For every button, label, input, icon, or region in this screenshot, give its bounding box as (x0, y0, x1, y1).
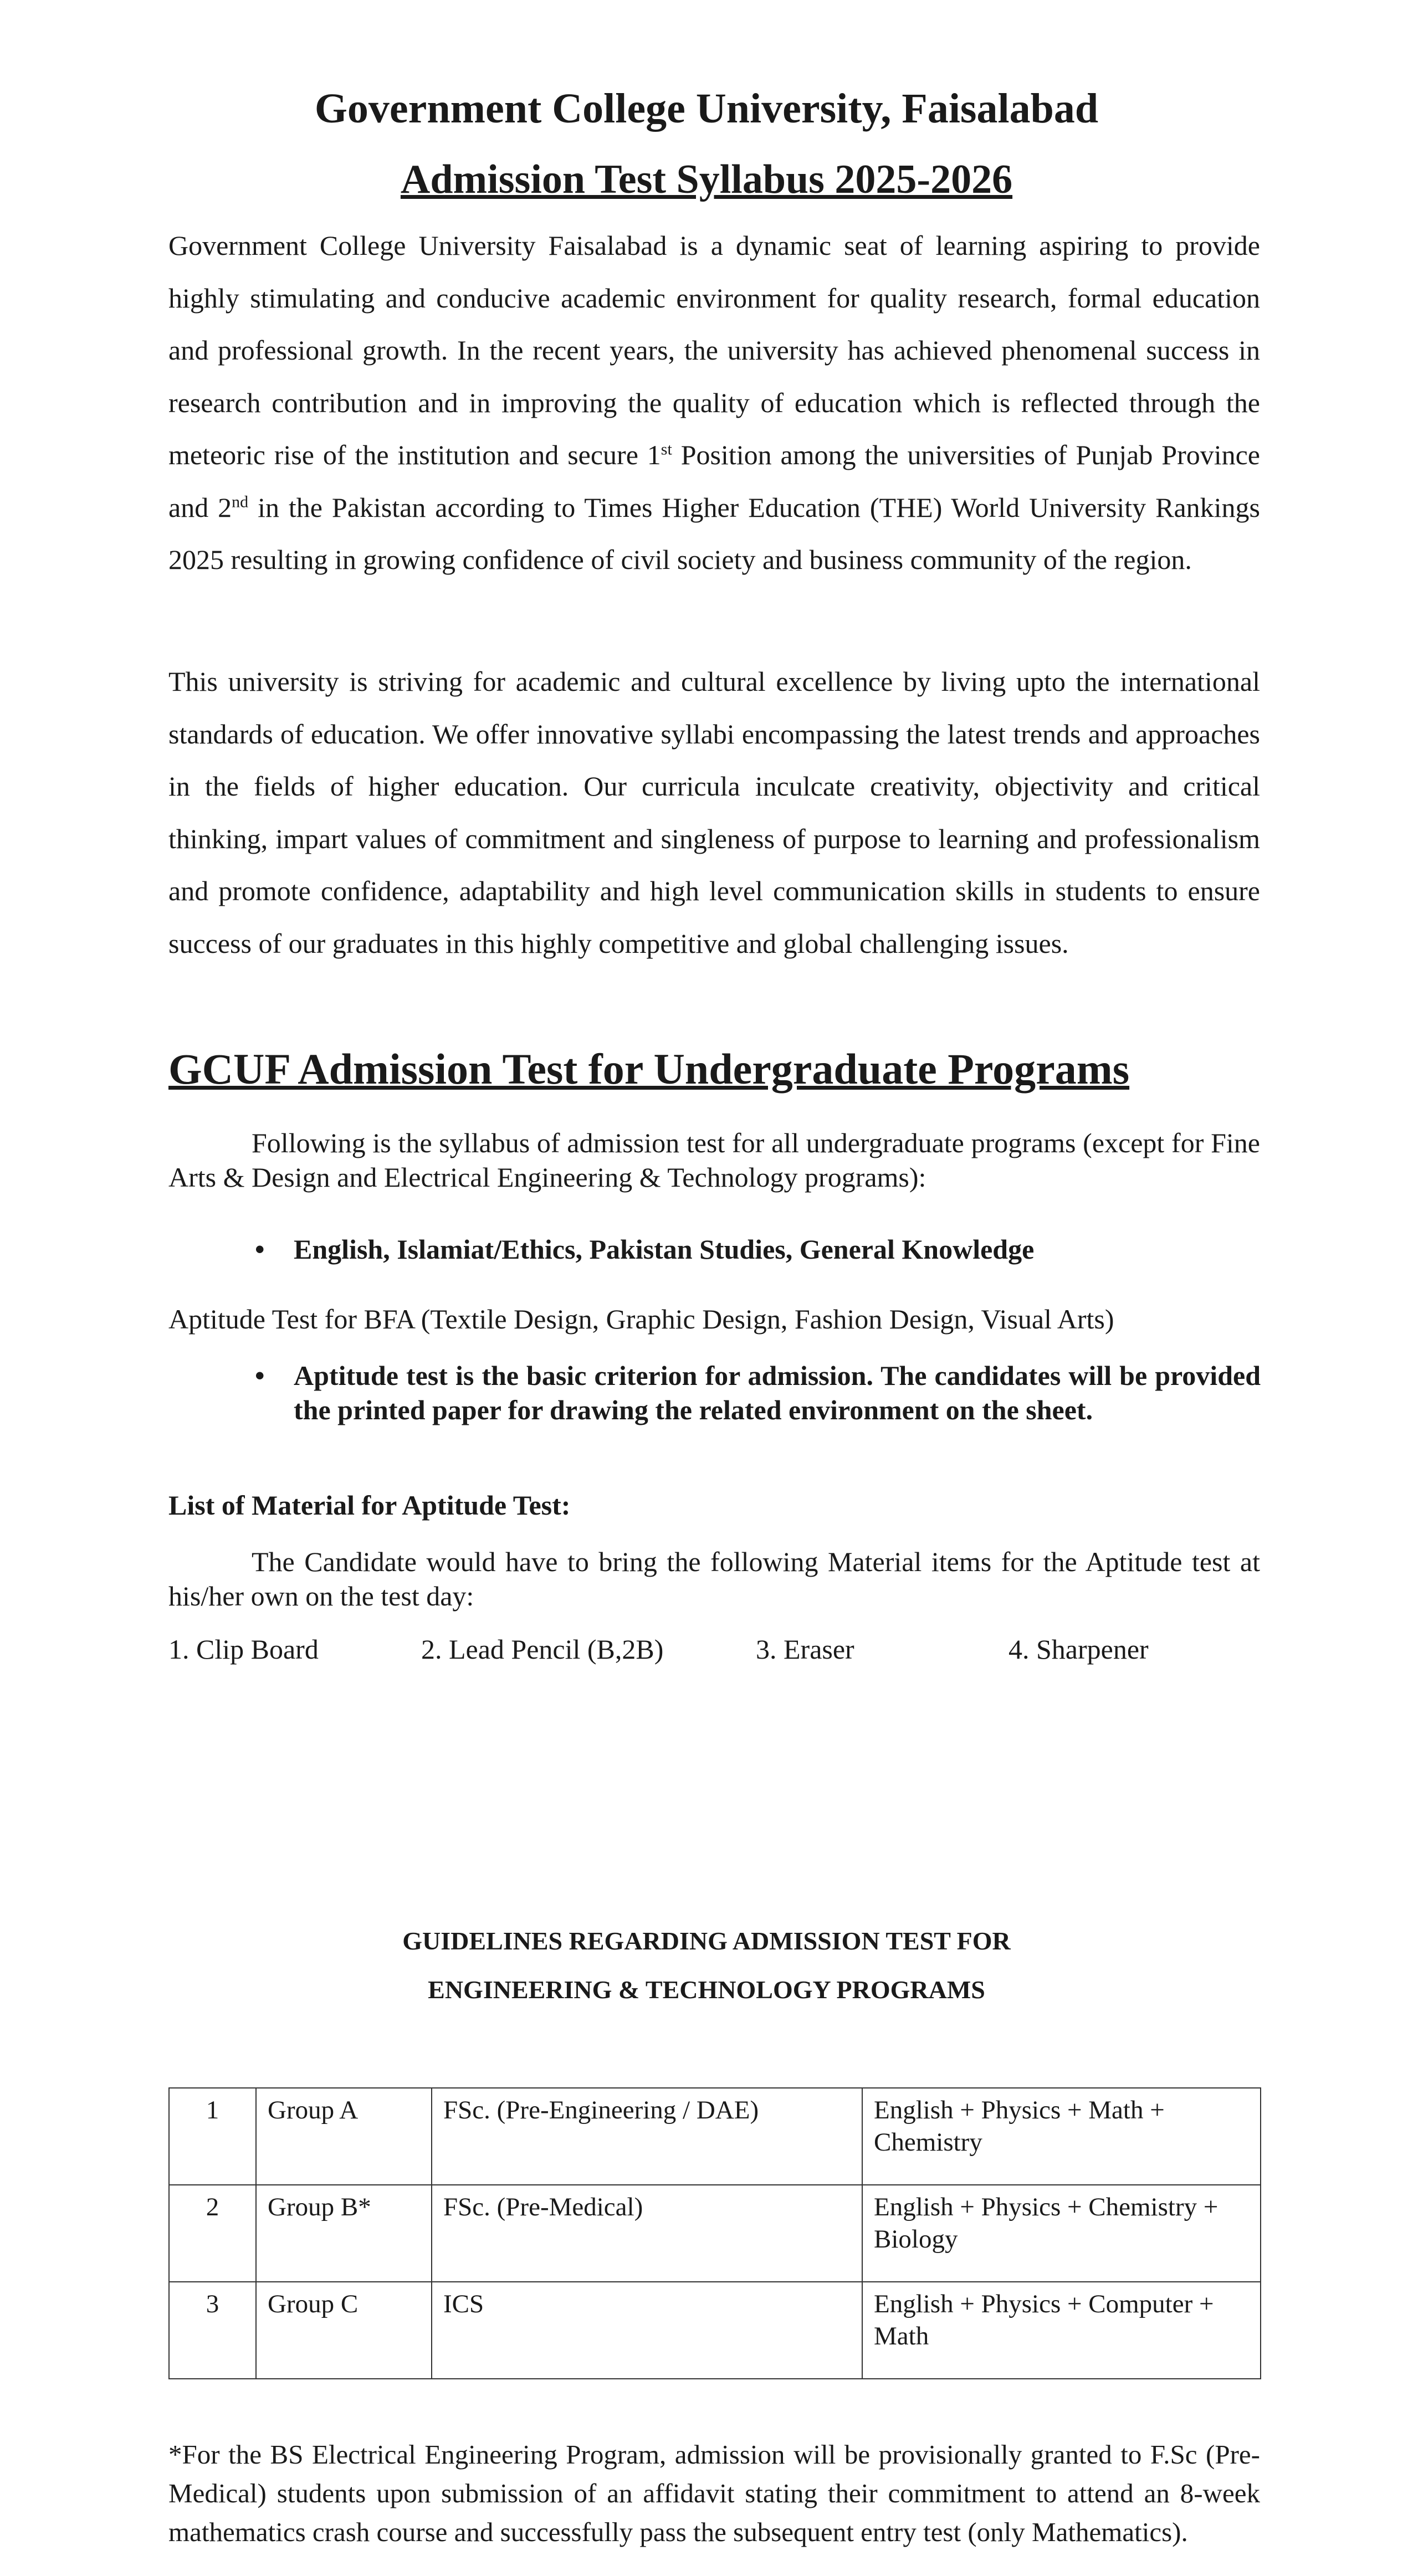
bullet-icon: • (255, 1234, 265, 1265)
guidelines-heading-line-1: GUIDELINES REGARDING ADMISSION TEST FOR (402, 1927, 1011, 1955)
bullet-icon: • (255, 1360, 265, 1391)
intro-paragraph-2: This university is striving for academic and cultural excellence by living upto the international standards of education. We offer innovative syllabi encompassing the latest trends and approaches in the fields of higher education. Our curricula inculcate creativity, objectivity and critical thinking, impart values of commitment and singleness of purpose to learning and professionalism and promote confidence, adaptability and high level communication skills in students to ensure success of our graduates in this highly competitive and global challenging issues. (168, 666, 1260, 959)
material-intro: The Candidate would have to bring the following Material items for the Aptitude test at his/her own on the test day: (168, 1546, 1260, 1612)
qualification-cell: FSc. (Pre-Medical) (432, 2185, 862, 2282)
material-item: 1. Clip Board (168, 1634, 319, 1665)
aptitude-bullet (255, 1358, 1261, 1427)
subjects-cell: English + Physics + Math + Chemistry (862, 2088, 1261, 2185)
row-number: 3 (169, 2282, 256, 2379)
aptitude-bullet-text: Aptitude test is the basic criterion for admission. The candidates will be provided the printed paper for drawing the related environment on the sheet. (294, 1360, 1261, 1425)
material-item: 2. Lead Pencil (B,2B) (421, 1634, 664, 1665)
intro-paragraph-1 (168, 219, 1260, 586)
intro-p1-part2: Position among the universities of Punjab Province and 2 (168, 439, 1260, 523)
material-heading: List of Material for Aptitude Test: (168, 1490, 571, 1521)
table-row (169, 2282, 1261, 2379)
table-row (169, 2088, 1261, 2185)
table-row (169, 2185, 1261, 2282)
bfa-line: Aptitude Test for BFA (Textile Design, Graphic Design, Fashion Design, Visual Arts) (168, 1304, 1114, 1335)
syllabus-title: Admission Test Syllabus 2025-2026 (400, 157, 1013, 202)
groups-table (168, 2087, 1261, 2379)
qualification-cell: ICS (432, 2282, 862, 2379)
material-list (168, 1632, 1260, 1666)
group-cell: Group B* (256, 2185, 432, 2282)
row-number: 2 (169, 2185, 256, 2282)
material-item: 3. Eraser (756, 1634, 854, 1665)
qualification-cell: FSc. (Pre-Engineering / DAE) (432, 2088, 862, 2185)
group-cell: Group C (256, 2282, 432, 2379)
undergrad-heading: GCUF Admission Test for Undergraduate Programs (168, 1045, 1130, 1093)
intro-p1-part3: in the Pakistan according to Times Higher Education (THE) World University Rankings 2025 resulting in growing confidence of civil society and business community of the region. (168, 491, 1260, 575)
subjects-cell: English + Physics + Chemistry + Biology (862, 2185, 1261, 2282)
row-number: 1 (169, 2088, 256, 2185)
subjects-bullet (255, 1232, 1261, 1266)
material-item: 4. Sharpener (1008, 1634, 1149, 1665)
intro-p1-sup-1st: st (661, 440, 672, 459)
undergrad-intro: Following is the syllabus of admission test for all undergraduate programs (except for Fine Arts & Design and Electrical Engineering & Technology programs): (168, 1127, 1260, 1193)
subjects-bullet-text: English, Islamiat/Ethics, Pakistan Studies, General Knowledge (294, 1234, 1035, 1265)
intro-p1-sup-2nd: nd (232, 492, 249, 511)
subjects-cell: English + Physics + Computer + Math (862, 2282, 1261, 2379)
intro-p1-part1: Government College University Faisalabad is a dynamic seat of learning aspiring to provide highly stimulating and conducive academic environment for quality research, formal education and professional growth. In the recent years, the university has achieved phenomenal success in research contribution and in improving the quality of education which is reflected through the meteoric rise of the institution and secure 1 (168, 230, 1260, 470)
footnote: *For the BS Electrical Engineering Program, admission will be provisionally granted to F.Sc (Pre-Medical) students upon submission of an affidavit stating their commitment to attend an 8-week mathematics crash course and successfully pass the subsequent entry test (only Mathematics). (168, 2439, 1260, 2547)
university-title: Government College University, Faisalabad (314, 85, 1099, 132)
group-cell: Group A (256, 2088, 432, 2185)
guidelines-heading-line-2: ENGINEERING & TECHNOLOGY PROGRAMS (428, 1975, 985, 2004)
